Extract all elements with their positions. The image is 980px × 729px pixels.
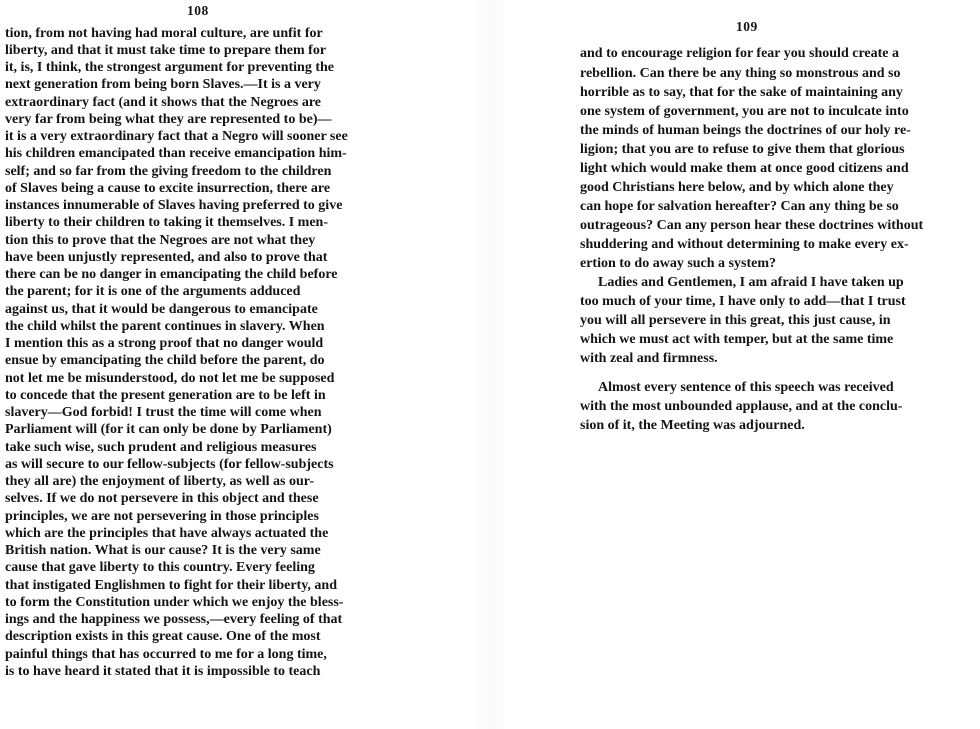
text-line: horrible as to say, that for the sake of maintaining any [580, 85, 903, 100]
text-line: it, is, I think, the strongest argument for preventing the [5, 60, 334, 75]
text-line: very far from being what they are represented to be)— [5, 112, 332, 127]
text-line: they all are) the enjoyment of liberty, as well as our- [5, 474, 315, 489]
text-line: the parent; for it is one of the arguments adduced [5, 284, 301, 299]
paragraph-start-line: Ladies and Gentlemen, I am afraid I have taken up [598, 275, 904, 290]
text-line: tion, from not having had moral culture, are unfit for [5, 26, 323, 41]
text-line: have been unjustly represented, and also to prove that [5, 250, 328, 265]
text-line: description exists in this great cause. One of the most [5, 629, 321, 644]
text-line: sion of it, the Meeting was adjourned. [580, 418, 805, 433]
text-line: good Christians here below, and by which alone they [580, 180, 894, 195]
book-gutter [470, 0, 510, 729]
text-line: ertion to do away such a system? [580, 256, 776, 271]
text-line: too much of your time, I have only to add—that I trust [580, 294, 906, 309]
text-line: with the most unbounded applause, and at the conclu- [580, 399, 903, 414]
text-line: Parliament will (for it can only be done by Parliament) [5, 422, 332, 437]
text-line: with zeal and firmness. [580, 351, 718, 366]
text-line: one system of government, you are not to inculcate into [580, 104, 909, 119]
text-line: British nation. What is our cause? It is the very same [5, 543, 321, 558]
text-line: I mention this as a strong proof that no danger would [5, 336, 324, 351]
text-line: self; and so far from the giving freedom to the children [5, 164, 332, 179]
text-line: can hope for salvation hereafter? Can any thing be so [580, 199, 899, 214]
text-line: light which would make them at once good citizens and [580, 161, 909, 176]
text-line: which we must act with temper, but at the same time [580, 332, 894, 347]
text-line: that instigated Englishmen to fight for their liberty, and [5, 578, 338, 593]
text-line: of Slaves being a cause to excite insurrection, there are [5, 181, 331, 196]
text-line: outrageous? Can any person hear these doctrines without [580, 218, 924, 233]
text-line: next generation from being born Slaves.—It is a very [5, 77, 321, 92]
text-line: as will secure to our fellow-subjects (for fellow-subjects [5, 457, 334, 472]
text-line: the child whilst the parent continues in slavery. When [5, 319, 325, 334]
text-line: and to encourage religion for fear you should create a [580, 46, 899, 61]
text-line: shuddering and without determining to make every ex- [580, 237, 909, 252]
text-line: to form the Constitution under which we enjoy the bless- [5, 595, 344, 610]
text-line: not let me be misunderstood, do not let me be supposed [5, 371, 335, 386]
text-line: his children emancipated than receive emancipation him- [5, 146, 347, 161]
text-line: rebellion. Can there be any thing so monstrous and so [580, 66, 901, 81]
text-line: principles, we are not persevering in those principles [5, 509, 319, 524]
text-line: tion this to prove that the Negroes are not what they [5, 233, 316, 248]
text-line: slavery—God forbid! I trust the time will come when [5, 405, 322, 420]
text-line: ings and the happiness we possess,—every feeling of that [5, 612, 343, 627]
text-line: you will all persevere in this great, this just cause, in [580, 313, 891, 328]
text-line: to concede that the present generation are to be left in [5, 388, 326, 403]
page-number-right: 109 [736, 19, 758, 34]
text-line: against us, that it would be dangerous to emancipate [5, 302, 318, 317]
text-line: ensue by emancipating the child before the parent, do [5, 353, 325, 368]
text-line: liberty, and that it must take time to prepare them for [5, 43, 327, 58]
page-number-left: 108 [187, 3, 209, 18]
text-line: painful things that has occurred to me for a long time, [5, 647, 327, 662]
text-line: there can be no danger in emancipating the child before [5, 267, 338, 282]
text-line: instances innumerable of Slaves having preferred to give [5, 198, 343, 213]
text-line: selves. If we do not persevere in this object and these [5, 491, 319, 506]
text-line: cause that gave liberty to this country. Every feeling [5, 560, 315, 575]
text-line: is to have heard it stated that it is impossible to teach [5, 664, 321, 679]
paragraph-start-line: Almost every sentence of this speech was received [598, 380, 894, 395]
text-line: take such wise, such prudent and religious measures [5, 440, 317, 455]
text-line: which are the principles that have always actuated the [5, 526, 329, 541]
text-line: extraordinary fact (and it shows that the Negroes are [5, 95, 321, 110]
text-line: liberty to their children to taking it themselves. I men- [5, 215, 329, 230]
text-line: the minds of human beings the doctrines of our holy re- [580, 123, 911, 138]
text-line: ligion; that you are to refuse to give them that glorious [580, 142, 905, 157]
text-line: it is a very extraordinary fact that a Negro will sooner see [5, 129, 348, 144]
